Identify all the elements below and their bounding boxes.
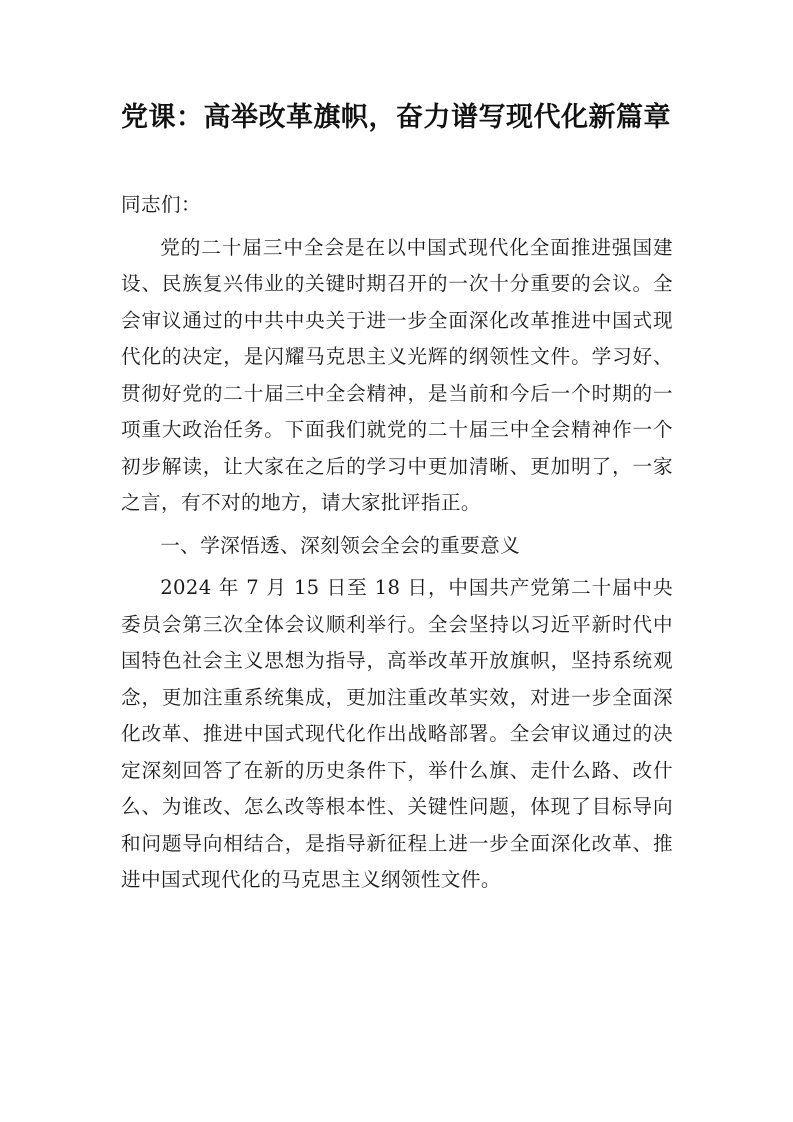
document-body: [121, 187, 673, 899]
paragraph-section-one: 2024 年 7 月 15 日至 18 日，中国共产党第二十届中央委员会第三次全体会议顺利举行。全会坚持以习近平新时代中国特色社会主义思想为指导，高举改革开放旗帜，坚持系统观念，更加注重系统集成，更加注重改革实效，对进一步全面深化改革、推进中国式现代化作出战略部署。全会审议通过的决定深刻回答了在新的历史条件下，举什么旗、走什么路、改什么、为谁改、怎么改等根本性、关键性问题，体现了目标导向和问题导向相结合，是指导新征程上进一步全面深化改革、推进中国式现代化的马克思主义纲领性文件。: [121, 576, 673, 891]
paragraph-intro: 党的二十届三中全会是在以中国式现代化全面推进强国建设、民族复兴伟业的关键时期召开的一次十分重要的会议。全会审议通过的中共中央关于进一步全面深化改革推进中国式现代化的决定，是闪耀马克思主义光辉的纲领性文件。学习好、贯彻好党的二十届三中全会精神，是当前和今后一个时期的一项重大政治任务。下面我们就党的二十届三中全会精神作一个初步解读，让大家在之后的学习中更加清晰、更加明了，一家之言，有不对的地方，请大家批评指正。: [121, 235, 673, 514]
document-title: 党课：高举改革旗帜，奋力谱写现代化新篇章: [121, 102, 671, 133]
section-heading: 一、学深悟透、深刻领会全会的重要意义: [160, 533, 521, 557]
salutation: 同志们：: [121, 193, 201, 216]
